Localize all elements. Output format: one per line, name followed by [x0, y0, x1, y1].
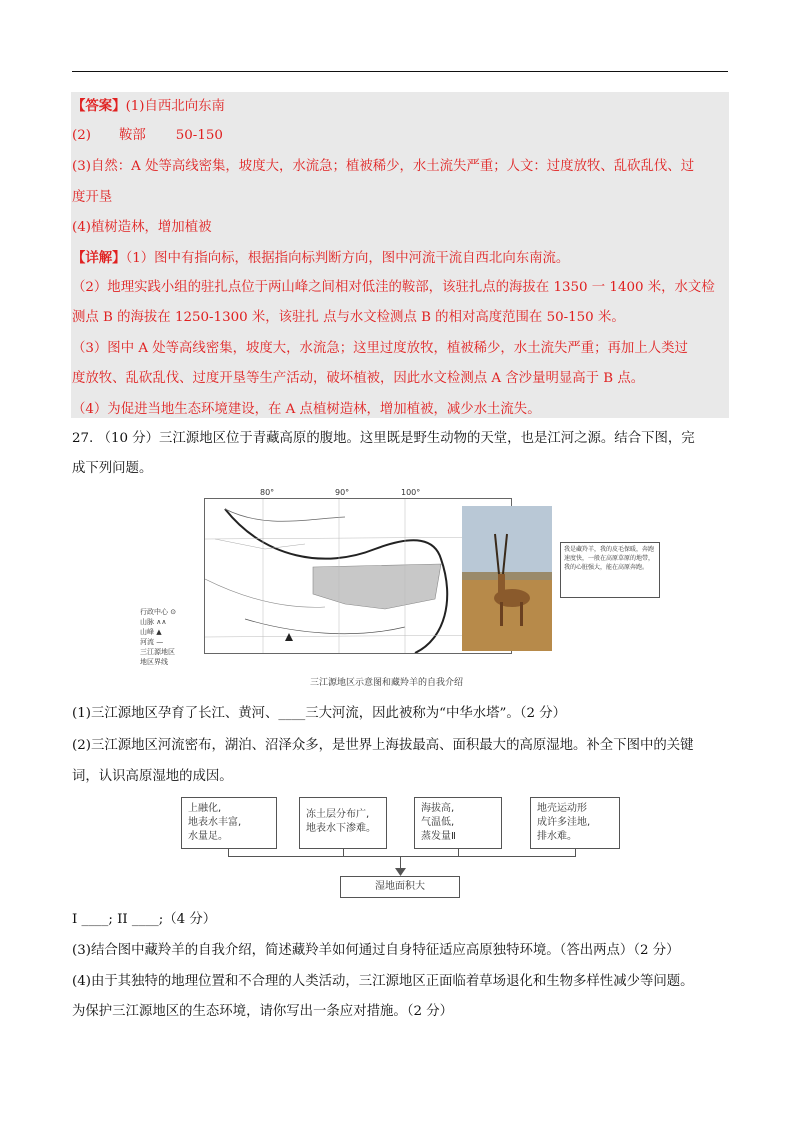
- detail-tag: 【详解】: [72, 250, 126, 266]
- flow-box-4: [530, 797, 620, 849]
- flow-box-1-text: 水量足。: [188, 831, 228, 842]
- answer-1: (1)自西北向东南: [125, 99, 225, 114]
- answer-2-part1: 鞍部: [118, 128, 146, 143]
- sub-question-3: (3)结合图中藏羚羊的自我介绍，简述藏羚羊如何通过自身特征适应高原独特环境。（答出两点）（2 分）: [72, 943, 680, 958]
- flow-box-1-text: 地表水丰富,: [188, 817, 242, 828]
- antelope-photo: [462, 506, 552, 651]
- detail-3-line-1: （3）图中 A 处等高线密集，坡度大，水流急；这里过度放牧，植被稀少，水土流失严重；再加上人类过: [72, 341, 688, 356]
- sub-question-2-answer-line: I ____; II ____;（4 分）: [72, 912, 217, 927]
- legend-item: 地区界线: [140, 658, 168, 666]
- sub-question-1: (1)三江源地区孕育了长江、黄河、____三大河流，因此被称为“中华水塔”。（2 分）: [72, 706, 567, 721]
- detail-1: （1）图中有指向标，根据指向标判断方向，图中河流干流自西北向东南流。: [125, 251, 570, 266]
- header-rule: [72, 71, 728, 72]
- longitude-90-label: 90°: [335, 488, 350, 497]
- detail-line-1: [72, 249, 569, 268]
- legend-item: 行政中心 ⊙: [140, 608, 177, 616]
- flow-box-3-text: 蒸发量Ⅱ: [421, 831, 456, 842]
- flow-box-2-text: 地表水下渗难。: [306, 823, 376, 834]
- legend-item: 山脉 ∧∧: [140, 618, 167, 626]
- detail-4: （4）为促进当地生态环境建设，在 A 点植树造林，增加植被，减少水土流失。: [72, 402, 541, 417]
- flow-box-3-text: 气温低,: [421, 817, 455, 828]
- legend-item: 三江源地区: [140, 648, 175, 656]
- arrow-down-icon: [395, 868, 406, 876]
- legend-item: 山峰 ▲: [140, 628, 162, 636]
- antelope-photo-svg: [462, 506, 552, 651]
- answer-3-line-2: 度开垦: [72, 190, 113, 205]
- longitude-100-label: 100°: [401, 488, 421, 497]
- sub-question-4-line-2: 为保护三江源地区的生态环境，请你写出一条应对措施。（2 分）: [72, 1004, 454, 1019]
- flow-connector: [228, 856, 576, 857]
- figure-caption: 三江源地区示意图和藏羚羊的自我介绍: [310, 678, 464, 688]
- detail-2-line-1: （2）地理实践小组的驻扎点位于两山峰之间相对低洼的鞍部，该驻扎点的海拔在 1350 一 1400 米，水文检: [72, 280, 715, 295]
- flow-box-1: [181, 797, 277, 849]
- answer-line-2: [72, 127, 223, 145]
- flow-result-box: [340, 876, 460, 898]
- detail-2-line-2: 测点 B 的海拔在 1250-1300 米，该驻扎 点与水文检测点 B 的相对高度范围在 50-150 米。: [72, 310, 625, 325]
- answer-4: (4)植树造林，增加植被: [72, 220, 212, 235]
- answer-3-line-1: (3)自然：A 处等高线密集，坡度大，水流急；植被稀少，水土流失严重；人文：过度放牧、乱砍乱伐、过: [72, 159, 695, 174]
- sub-question-2-line-2: 词，认识高原湿地的成因。: [72, 769, 233, 784]
- question-27-line-1: 27. （10 分）三江源地区位于青藏高原的腹地。这里既是野生动物的天堂，也是江河之源。结合下图，完: [72, 431, 695, 446]
- flow-result-text: 湿地面积大: [375, 881, 425, 892]
- flow-box-1-text: 上融化,: [188, 803, 222, 814]
- longitude-80-label: 80°: [260, 488, 275, 497]
- sub-question-2-line-1: (2)三江源地区河流密布，湖泊、沼泽众多，是世界上海拔最高、面积最大的高原湿地。补全下图中的关键: [72, 738, 694, 753]
- map-legend: [140, 607, 176, 667]
- figure: [140, 488, 660, 688]
- flow-box-2: [299, 797, 387, 849]
- flow-box-4-text: 地壳运动形: [537, 803, 587, 814]
- legend-item: 河流 —: [140, 638, 164, 646]
- flow-box-4-text: 成许多洼地,: [537, 817, 591, 828]
- sub-question-4-line-1: (4)由于其独特的地理位置和不合理的人类活动，三江源地区正面临着草场退化和生物多样性减少等问题。: [72, 974, 694, 989]
- answer-tag: 【答案】: [72, 98, 126, 114]
- flow-box-3-text: 海拔高,: [421, 803, 455, 814]
- answer-line-1: [72, 97, 225, 116]
- question-27-line-2: 成下列问题。: [72, 461, 153, 476]
- answer-2-part2: 50-150: [175, 128, 223, 143]
- detail-3-line-2: 度放牧、乱砍乱伐、过度开垦等生产活动，破坏植被，因此水文检测点 A 含沙量明显高于 B 点。: [72, 371, 645, 386]
- flow-box-2-text: 冻土层分布广,: [306, 809, 370, 820]
- flow-box-4-text: 排水难。: [537, 831, 577, 842]
- answer-2-num: (2): [72, 128, 91, 143]
- antelope-speech-bubble: 我是藏羚羊，我的皮毛保暖，奔跑速度快，一般在高原草原的地带，我的心脏强大，能在高原奔跑。: [560, 542, 660, 598]
- flow-box-3: [414, 797, 502, 849]
